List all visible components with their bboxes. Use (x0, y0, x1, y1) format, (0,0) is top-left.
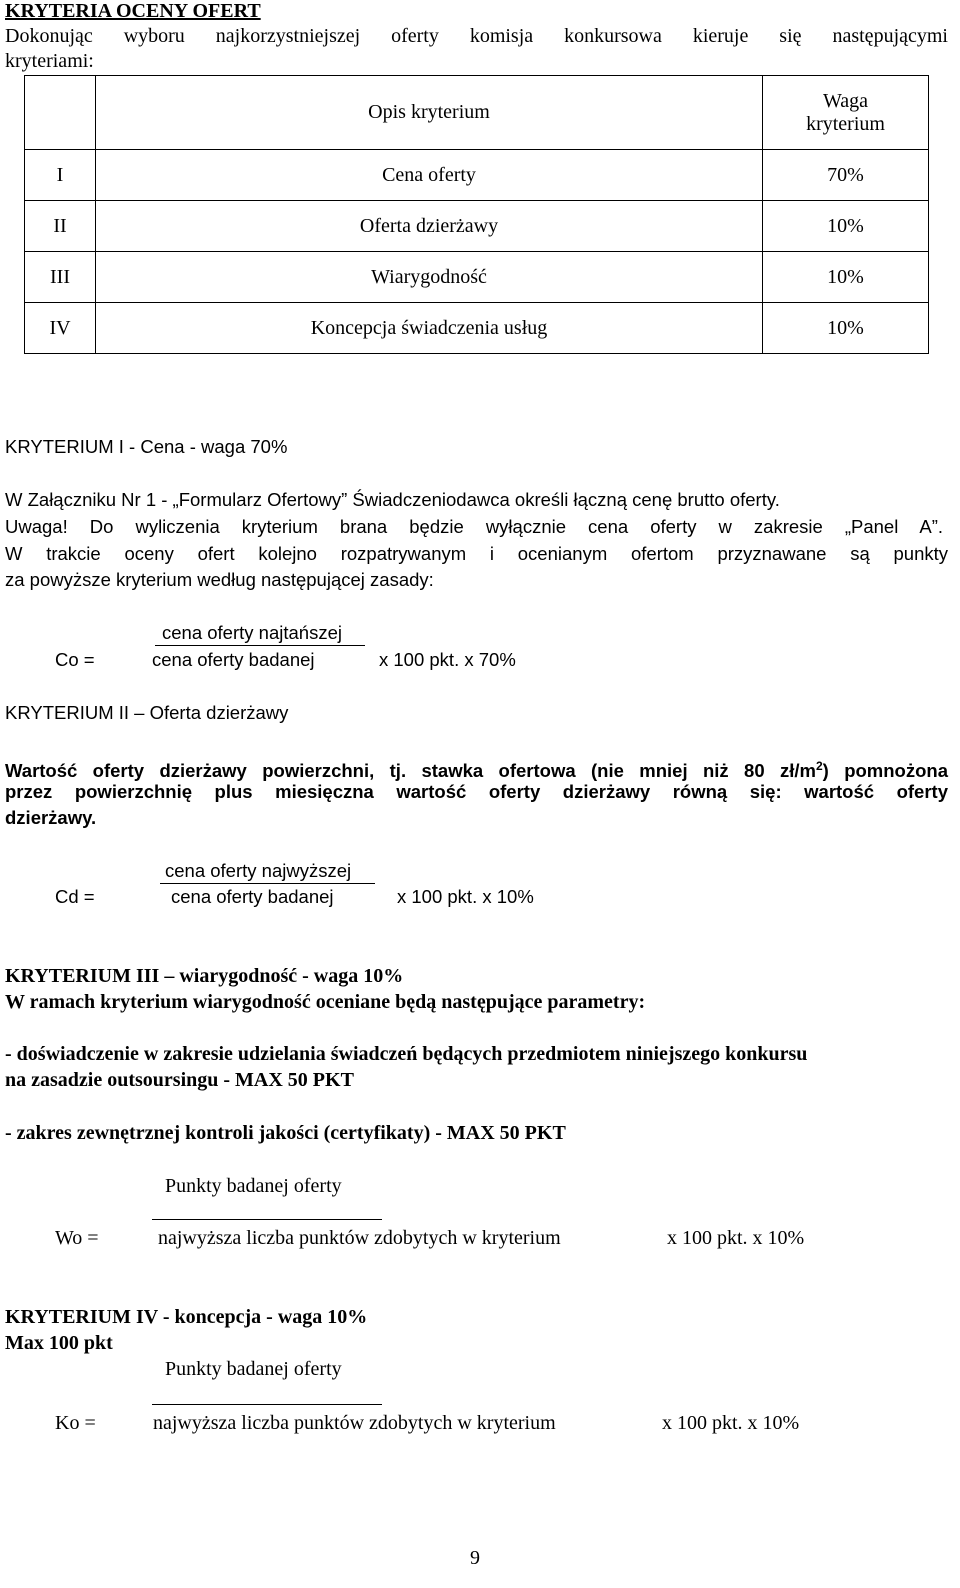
k3-param-1-line-1: - doświadczenie w zakresie udzielania świadczeń będących przedmiotem niniejszego konkursu (5, 1043, 808, 1065)
k4-formula-label: Ko = (55, 1412, 96, 1434)
k3-param-2: - zakres zewnętrznej kontroli jakości (certyfikaty) - MAX 50 PKT (5, 1122, 566, 1144)
table-row (25, 150, 929, 201)
k1-line-1: W Załączniku Nr 1 - „Formularz Ofertowy” Świadczeniodawca określi łączną cenę brutto oferty. (5, 489, 780, 510)
intro-line-2: kryteriami: (5, 50, 94, 72)
k4-fraction-bar (152, 1404, 382, 1405)
row-num: II (25, 201, 96, 252)
header-weight-line1: Waga (822, 89, 869, 112)
k3-title-text: KRYTERIUM III – wiarygodność - waga 10% (5, 965, 404, 987)
row-desc: Oferta dzierżawy (96, 201, 763, 252)
header-desc-cell: Opis kryterium (96, 76, 763, 150)
page-heading: KRYTERIA OCENY OFERT (5, 0, 261, 22)
row-desc: Koncepcja świadczenia usług (96, 303, 763, 354)
row-num: IV (25, 303, 96, 354)
row-desc: Wiarygodność (96, 252, 763, 303)
k1-formula-multiplier: x 100 pkt. x 70% (379, 649, 516, 670)
table-header-row (25, 76, 929, 150)
criteria-table (24, 75, 929, 354)
row-weight: 10% (763, 252, 929, 303)
k2-line-1-b: ) pomnożona (822, 760, 949, 782)
row-num: III (25, 252, 96, 303)
k3-param-1-line-2: na zasadzie outsoursingu - MAX 50 PKT (5, 1069, 354, 1091)
k1-formula-denominator: cena oferty badanej (152, 649, 315, 670)
k2-line-2: przez powierzchnię plus miesięczna wartość oferty dzierżawy równą się: wartość oferty (5, 781, 948, 802)
table-row (25, 303, 929, 354)
k1-line-4: za powyższe kryterium według następującej zasady: (5, 569, 434, 590)
k3-formula-numerator: Punkty badanej oferty (165, 1175, 342, 1197)
k3-formula-label: Wo = (55, 1227, 99, 1249)
k4-formula-multiplier: x 100 pkt. x 10% (662, 1412, 800, 1434)
table-row (25, 252, 929, 303)
k2-formula-numerator: cena oferty najwyższej (165, 860, 352, 881)
k4-max: Max 100 pkt (5, 1332, 113, 1354)
k1-formula-label: Co = (55, 649, 95, 670)
row-weight: 70% (763, 150, 929, 201)
k3-title (5, 963, 403, 989)
k2-formula-multiplier: x 100 pkt. x 10% (397, 886, 534, 907)
row-desc: Cena oferty (96, 150, 763, 201)
k2-title: KRYTERIUM II – Oferta dzierżawy (5, 702, 289, 723)
k3-fraction-bar (152, 1219, 382, 1220)
row-num: I (25, 150, 96, 201)
table-row (25, 201, 929, 252)
k2-formula-denominator: cena oferty badanej (171, 886, 334, 907)
k1-line-3: W trakcie oceny ofert kolejno rozpatrywanym i ocenianym ofertom przyznawane są punkty (5, 543, 948, 564)
header-weight-cell (763, 76, 929, 150)
page-number: 9 (470, 1547, 480, 1569)
header-num-cell (25, 76, 96, 150)
k2-formula-label: Cd = (55, 886, 95, 907)
k4-formula-numerator: Punkty badanej oferty (165, 1358, 342, 1380)
k4-formula-denominator: najwyższa liczba punktów zdobytych w kryterium (153, 1412, 556, 1434)
k3-formula-multiplier: x 100 pkt. x 10% (667, 1227, 805, 1249)
k3-subtitle: W ramach kryterium wiarygodność oceniane będą następujące parametry: (5, 991, 646, 1013)
intro-line-1: Dokonując wyboru najkorzystniejszej oferty komisja konkursowa kieruje się następującymi (5, 25, 948, 47)
k2-line-1-a: Wartość oferty dzierżawy powierzchni, tj. stawka ofertowa (nie mniej niż 80 zł/m (5, 760, 816, 782)
k1-line-2: Uwaga! Do wyliczenia kryterium brana będzie wyłącznie cena oferty w zakresie „Panel A”. (5, 516, 943, 537)
k2-line-1-sup: 2 (815, 759, 823, 773)
row-weight: 10% (763, 303, 929, 354)
k1-title: KRYTERIUM I - Cena - waga 70% (5, 436, 288, 457)
row-weight: 10% (763, 201, 929, 252)
k1-formula-numerator: cena oferty najtańszej (162, 622, 342, 643)
k4-title: KRYTERIUM IV - koncepcja - waga 10% (5, 1306, 368, 1328)
k2-line-3: dzierżawy. (5, 807, 97, 828)
header-weight-line2: kryterium (806, 112, 885, 135)
k1-fraction-bar (155, 645, 365, 646)
k3-formula-denominator: najwyższa liczba punktów zdobytych w kryterium (158, 1227, 561, 1249)
